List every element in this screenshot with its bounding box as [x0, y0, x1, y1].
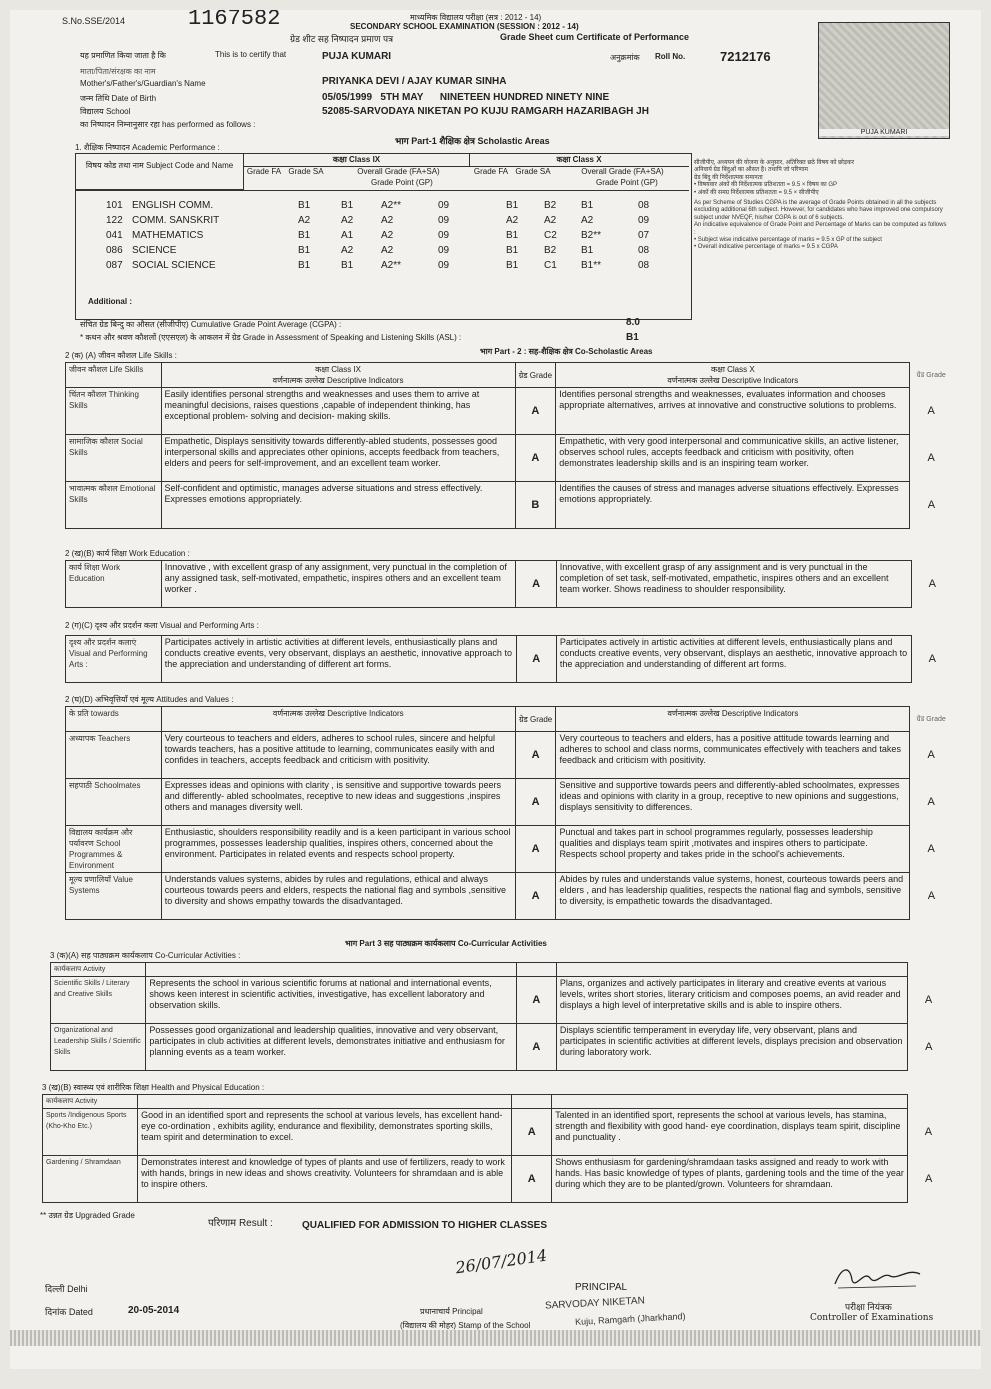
activity-row: Organizational and Leadership Skills / Scientific Skills Possesses good organizational and leadership qualities, innovative and very observant, participates in club activities at different levels, demonstrates initiative and enthusiasm for planning events as a team worker. A Displays scientific temperament in everyday life, very observant, plans and participates in scientific activities at different levels, displays precision and observation during laboratory work. A	[51, 1024, 950, 1071]
asl-label: * कथन और श्रवण कौशलों (एएसएल) के आकलन में ग्रेड Grade in Assessment of Speaking and Listening Skills (ASL) :	[80, 333, 462, 342]
serial-prefix: S.No.SSE/2014	[62, 16, 126, 26]
overall-header-9: Overall Grade (FA+SA)	[357, 167, 440, 176]
principal-signature: 26/07/2014	[454, 1245, 549, 1278]
result-label: परिणाम Result :	[208, 1218, 273, 1229]
stamp-label: (विद्यालय की मोहर) Stamp of the School	[400, 1321, 531, 1330]
subject-rows	[86, 200, 686, 275]
school-name: 52085-SARVODAYA NIKETAN PO KUJU RAMGARH HAZARIBAGH JH	[322, 106, 649, 117]
life-skills-col-header: जीवन कौशल Life Skills	[66, 363, 162, 388]
additional-label: Additional :	[88, 297, 132, 306]
subject-row: 041 MATHEMATICS B1 A1 A2 09 B1 C2 B2** 07	[106, 230, 650, 241]
cgpa-label: संचित ग्रेड बिन्दु का औसत (सीजीपीए) Cumulative Grade Point Average (CGPA) :	[80, 320, 342, 329]
subject-row: 087 SOCIAL SCIENCE B1 B1 A2** 09 B1 C1 B1** 08	[106, 260, 650, 271]
overall-header-10: Overall Grade (FA+SA)	[581, 167, 664, 176]
exam-title: SECONDARY SCHOOL EXAMINATION (SESSION : 2012 - 14)	[350, 22, 579, 31]
grade-header-10: ग्रेड Grade	[916, 371, 946, 379]
attitude-row: अध्यापक Teachers Very courteous to teachers and elders, adheres to school rules, sincere and helpful towards teachers, has a positive attitude to learning, communicates easily with and confides in teachers, accepts feedback and criticism with positivity. A Very courteous to teachers and elders, has a positive attitude towards learning and adheres to school and class norms, communicates effectively with teachers and takes feedback and criticism with positivity. A	[66, 732, 953, 779]
health-activity-col-header: कार्यकलाप Activity	[43, 1095, 138, 1109]
subject-row: 122 COMM. SANSKRIT A2 A2 A2 09 A2 A2 A2 09	[106, 215, 650, 226]
subject-row: 086 SCIENCE B1 A2 A2 09 B1 B2 B1 08	[106, 245, 650, 256]
attitudes-label: 2 (घ)(D) अभिवृत्तियाँ एवं मूल्य Attitudes and Values :	[65, 695, 234, 704]
controller-hindi: परीक्षा नियंत्रक	[845, 1302, 892, 1312]
attitude-row: मूल्य प्रणालियाँ Value Systems Understands values systems, abides by rules and regulations, ethical and always courteous towards peers and elders, respects the national flag and symbols ,sensitive to diversity and shows empathy towards the disadvantaged. A Abides by rules and understands value systems, honest, courteous towards peers and elders , and has leadership qualities, respects the national flag and symbols, sensitive to diversity, is empathetic towards the disadvantaged. A	[66, 873, 953, 920]
attitudes-desc-header-10: वर्णनात्मक उल्लेख Descriptive Indicators	[556, 707, 910, 732]
health-row: Gardening / Shramdaan Demonstrates interest and knowledge of types of plants and use of fertilizers, ready to work with hands, brings in new ideas and shows creativity. Volunteers for shramdaan and is able to inspire others. A Shows enthusiasm for gardening/shramdaan tasks assigned and ready to work with hands. Has basic knowledge of types of plants, gardening tools and the time of the year during which they are to be planted/grown. Volunteers for shramdaan. A	[43, 1156, 950, 1203]
parent-label-hindi: माता/पिता/संरक्षक का नाम	[80, 67, 156, 76]
controller-signature	[830, 1262, 925, 1296]
work-education-row: कार्य शिक्षा Work Education Innovative , with excellent grasp of any assignment, very punctual in the completion of any assigned task, self-motivated, empathetic, inspires others and an excellent team worker . A Innovative, with excellent grasp of any assignment and is very punctual in the completion of set task, self-motivated, empathetic, inspires others and an excellent team worker. Shows readiness to shoulder responsibility. A	[66, 561, 954, 608]
class-x-desc-header: कक्षा Class X वर्णनात्मक उल्लेख Descriptive Indicators	[556, 363, 910, 388]
attitudes-grade-header-10: ग्रेड Grade	[916, 715, 946, 723]
visual-arts-row: दृश्य और प्रदर्शन कलाएं Visual and Performing Arts : Participates actively in artistic activities at different levels, enthusiastically plans and conducts creative events, very observant, displays an aesthetic, innovative approach to the appreciation and understanding of different art forms. A Participates actively in artistic activities at different levels, enthusiastically plans and conducts creative events, very observant, displays an aesthetic, innovative approach to the appreciation and understanding of different art forms. A	[66, 636, 954, 683]
health-label: 3 (ख)(B) स्वास्थ्य एवं शारीरिक शिक्षा Health and Physical Education :	[42, 1083, 265, 1092]
sheet-title: Grade Sheet cum Certificate of Performance	[500, 32, 690, 42]
life-skills-label: 2 (क) (A) जीवन कौशल Life Skills :	[65, 351, 177, 360]
dob-label: जन्म तिथि Date of Birth	[80, 94, 157, 103]
grade-sheet-document	[10, 10, 981, 1369]
subject-header: विषय कोड तथा नाम Subject Code and Name	[76, 154, 244, 190]
academic-section-label: 1. शैक्षिक निष्पादन Academic Performance :	[75, 143, 220, 152]
visual-arts-label: 2 (ग)(C) दृश्य और प्रदर्शन कला Visual and Performing Arts :	[65, 621, 259, 630]
gp-header-10: Grade Point (GP)	[596, 178, 658, 187]
work-education-table	[65, 560, 953, 608]
part2-title: भाग Part - 2 : सह-शैक्षिक क्षेत्र Co-Scholastic Areas	[480, 347, 653, 356]
grade-header-9: ग्रेड Grade	[515, 363, 556, 388]
result-value: QUALIFIED FOR ADMISSION TO HIGHER CLASSES	[302, 1220, 548, 1231]
certify-text: This is to certify that	[215, 50, 287, 59]
cgpa-note: सीजीपीए, अध्ययन की योजना के अनुसार, अतिरिक्त छठे विषय को छोड़कर अनिवार्य ग्रेड बिंदुओं का औसत है। तथापि जो परिणाम ग्रेड बिंदु की निर्देशात्मक समानता • विषयवार अंकों की निर्देशात्मक प्रतिशतता = 9.5 × विषय का GP • अंकों की समग्र निर्देशात्मक प्रतिशतता = 9.5 × सीजीपीए As per Scheme of Studies CGPA is the average of Grade Points obtained in all the subjects excluding additional 6th subject. However, for candidates who have improved one compulsory subject under NVEQF, his/her CGPA is out of 6 subjects. An indicative equivalence of Grade Point and Percentage of Marks can be computed as follows : • Subject wise indicative percentage of marks = 9.5 x GP of the subject • Overall indicative percentage of marks = 9.5 x CGPA	[694, 160, 947, 251]
activity-col-header: कार्यकलाप Activity	[51, 963, 146, 977]
life-skill-row: चिंतन कौशल Thinking Skills Easily identifies personal strengths and weaknesses and uses them to arrive at meaningful decisions, raises questions ,capable of independent thinking, has exceptional problem- solving and decision- making skills. A Identifies personal strengths and weaknesses, evaluates information and chooses appropriate alternatives, arrives at innovative and constructive solutions to problems. A	[66, 388, 953, 435]
exam-title-hindi: माध्यमिक विद्यालय परीक्षा (सत्र : 2012 - 14)	[410, 13, 542, 22]
part1-title: भाग Part-1 शैक्षिक क्षेत्र Scholastic Areas	[395, 136, 550, 146]
controller-title: Controller of Examinations	[810, 1313, 934, 1323]
class-x-header: कक्षा Class X	[469, 154, 689, 167]
performed-text: का निष्पादन निम्नानुसार रहा has performed as follows :	[80, 120, 256, 129]
upgraded-grade-note: ** उन्नत ग्रेड Upgraded Grade	[40, 1211, 135, 1220]
roll-label-hindi: अनुक्रमांक	[610, 53, 640, 62]
parent-names: PRIYANKA DEVI / AJAY KUMAR SINHA	[322, 76, 507, 87]
principal-title: PRINCIPAL	[575, 1282, 628, 1293]
life-skill-row: सामाजिक कौशल Social Skills Empathetic, Displays sensitivity towards differently-abled students, possesses good interpersonal skills and appreciates other opinions, accepts feedback from teachers, elders and peers for self-improvement, and an excellent team worker. A Empathetic, with very good interpersonal and communicative skills, an active listener, observes school rules, accepts feedback and criticism with positivity, often demonstrates leadership skills and is an inspiring team worker. A	[66, 435, 953, 482]
bottom-border-pattern	[10, 1330, 981, 1346]
gp-header-9: Grade Point (GP)	[371, 178, 433, 187]
co-curricular-label: 3 (क)(A) सह पाठ्यक्रम कार्यकलाप Co-Curricular Activities :	[50, 951, 241, 960]
work-education-label: 2 (ख)(B) कार्य शिक्षा Work Education :	[65, 549, 190, 558]
class-ix-desc-header: कक्षा Class IX वर्णनात्मक उल्लेख Descriptive Indicators	[161, 363, 515, 388]
student-name: PUJA KUMARI	[322, 51, 392, 62]
dated-label: दिनांक Dated	[45, 1307, 93, 1317]
school-stamp: SARVODAY NIKETAN	[544, 1295, 646, 1312]
school-stamp-place: Kuju, Ramgarh (Jharkhand)	[574, 1311, 686, 1327]
fa-header-10: Grade FA	[473, 167, 509, 176]
health-table	[42, 1094, 950, 1203]
place: दिल्ली Delhi	[45, 1284, 88, 1294]
school-label: विद्यालय School	[80, 107, 131, 116]
visual-arts-table	[65, 635, 953, 683]
date-of-birth: 05/05/1999 5TH MAY NINETEEN HUNDRED NINETY NINE	[322, 92, 610, 103]
dated-value: 20-05-2014	[128, 1305, 180, 1316]
part3-title: भाग Part 3 सह पाठ्यक्रम कार्यकलाप Co-Curricular Activities	[345, 939, 547, 948]
cgpa-value: 8.0	[626, 317, 640, 328]
signature-scribble	[830, 1262, 925, 1292]
fa-header-9: Grade FA	[246, 167, 282, 176]
sa-header-9: Grade SA	[288, 167, 324, 176]
activity-row: Scientific Skills / Literary and Creative Skills Represents the school in various scientific forums at national and international events, shows keen interest in scientific activities, investigative, has excellent laboratory and observation skills. A Plans, organizes and actively participates in literary and creative events at various levels, writes short stories, literary criticism and composes poems, an avid reader and displays a high level of interpretative skills and is able to inspire others. A	[51, 977, 950, 1024]
subject-row: 101 ENGLISH COMM. B1 B1 A2** 09 B1 B2 B1 08	[106, 200, 650, 211]
class-ix-header: कक्षा Class IX	[244, 154, 470, 167]
co-curricular-table	[50, 962, 950, 1071]
attitude-row: सहपाठी Schoolmates Expresses ideas and opinions with clarity , is sensitive and supportive towards peers and differently- abled schoolmates, receptive to new ideas and suggestions ,inspires others and manages diversity well. A Sensitive and supportive towards peers and differently-abled schoolmates, expresses ideas and opinions with clarity in a group, receptive to new opinions and suggestions, displays sensitivity to differences. A	[66, 779, 953, 826]
sa-header-10: Grade SA	[515, 167, 551, 176]
academic-table	[75, 153, 692, 320]
asl-value: B1	[626, 332, 639, 343]
sheet-title-hindi: ग्रेड शीट सह निष्पादन प्रमाण पत्र	[290, 34, 394, 44]
principal-label: प्रधानाचार्य Principal	[420, 1307, 483, 1316]
attitude-row: विद्यालय कार्यक्रम और पर्यावरण School Programmes & Environment Enthusiastic, shoulders responsibility readily and is a keen participant in various school programmes, possesses leadership qualities, inspires others, concerned about the environment. Participates in related events and respects school property. A Punctual and takes part in school programmes regularly, possesses leadership qualities and displays team spirit ,motivates and inspires others to participate. Respects school property and takes pride in the school's achievements. A	[66, 826, 953, 873]
roll-number: 7212176	[720, 49, 771, 64]
roll-label: Roll No.	[655, 52, 686, 61]
health-row: Sports /Indigenous Sports (Kho-Kho Etc.) Good in an identified sport and represents the school at various levels, has excellent hand-eye co-ordination , exhibits agility, endurance and flexibility, demonstrates sporting skills, team spirit and determination to excel. A Talented in an identified sport, represents the school at various levels, has stamina, strength and flexibility with good hand- eye coordination, displays team spirit, discipline and punctuality . A	[43, 1109, 950, 1156]
attitudes-table	[65, 706, 953, 920]
life-skills-table	[65, 362, 953, 529]
student-photo: PUJA KUMARI	[818, 22, 950, 139]
certify-hindi: यह प्रमाणित किया जाता है कि	[80, 51, 166, 60]
attitudes-grade-header-9: ग्रेड Grade	[515, 707, 556, 732]
life-skill-row: भावात्मक कौशल Emotional Skills Self-confident and optimistic, manages adverse situations and stress effectively. Expresses emotions appropriately. B Identifies the causes of stress and manages adverse situations effectively. Expresses emotions appropriately. A	[66, 482, 953, 529]
towards-col-header: के प्रति towards	[66, 707, 162, 732]
parent-label: Mother's/Father's/Guardian's Name	[80, 79, 206, 88]
attitudes-desc-header-9: वर्णनात्मक उल्लेख Descriptive Indicators	[161, 707, 515, 732]
serial-number: 1167582	[188, 10, 281, 31]
